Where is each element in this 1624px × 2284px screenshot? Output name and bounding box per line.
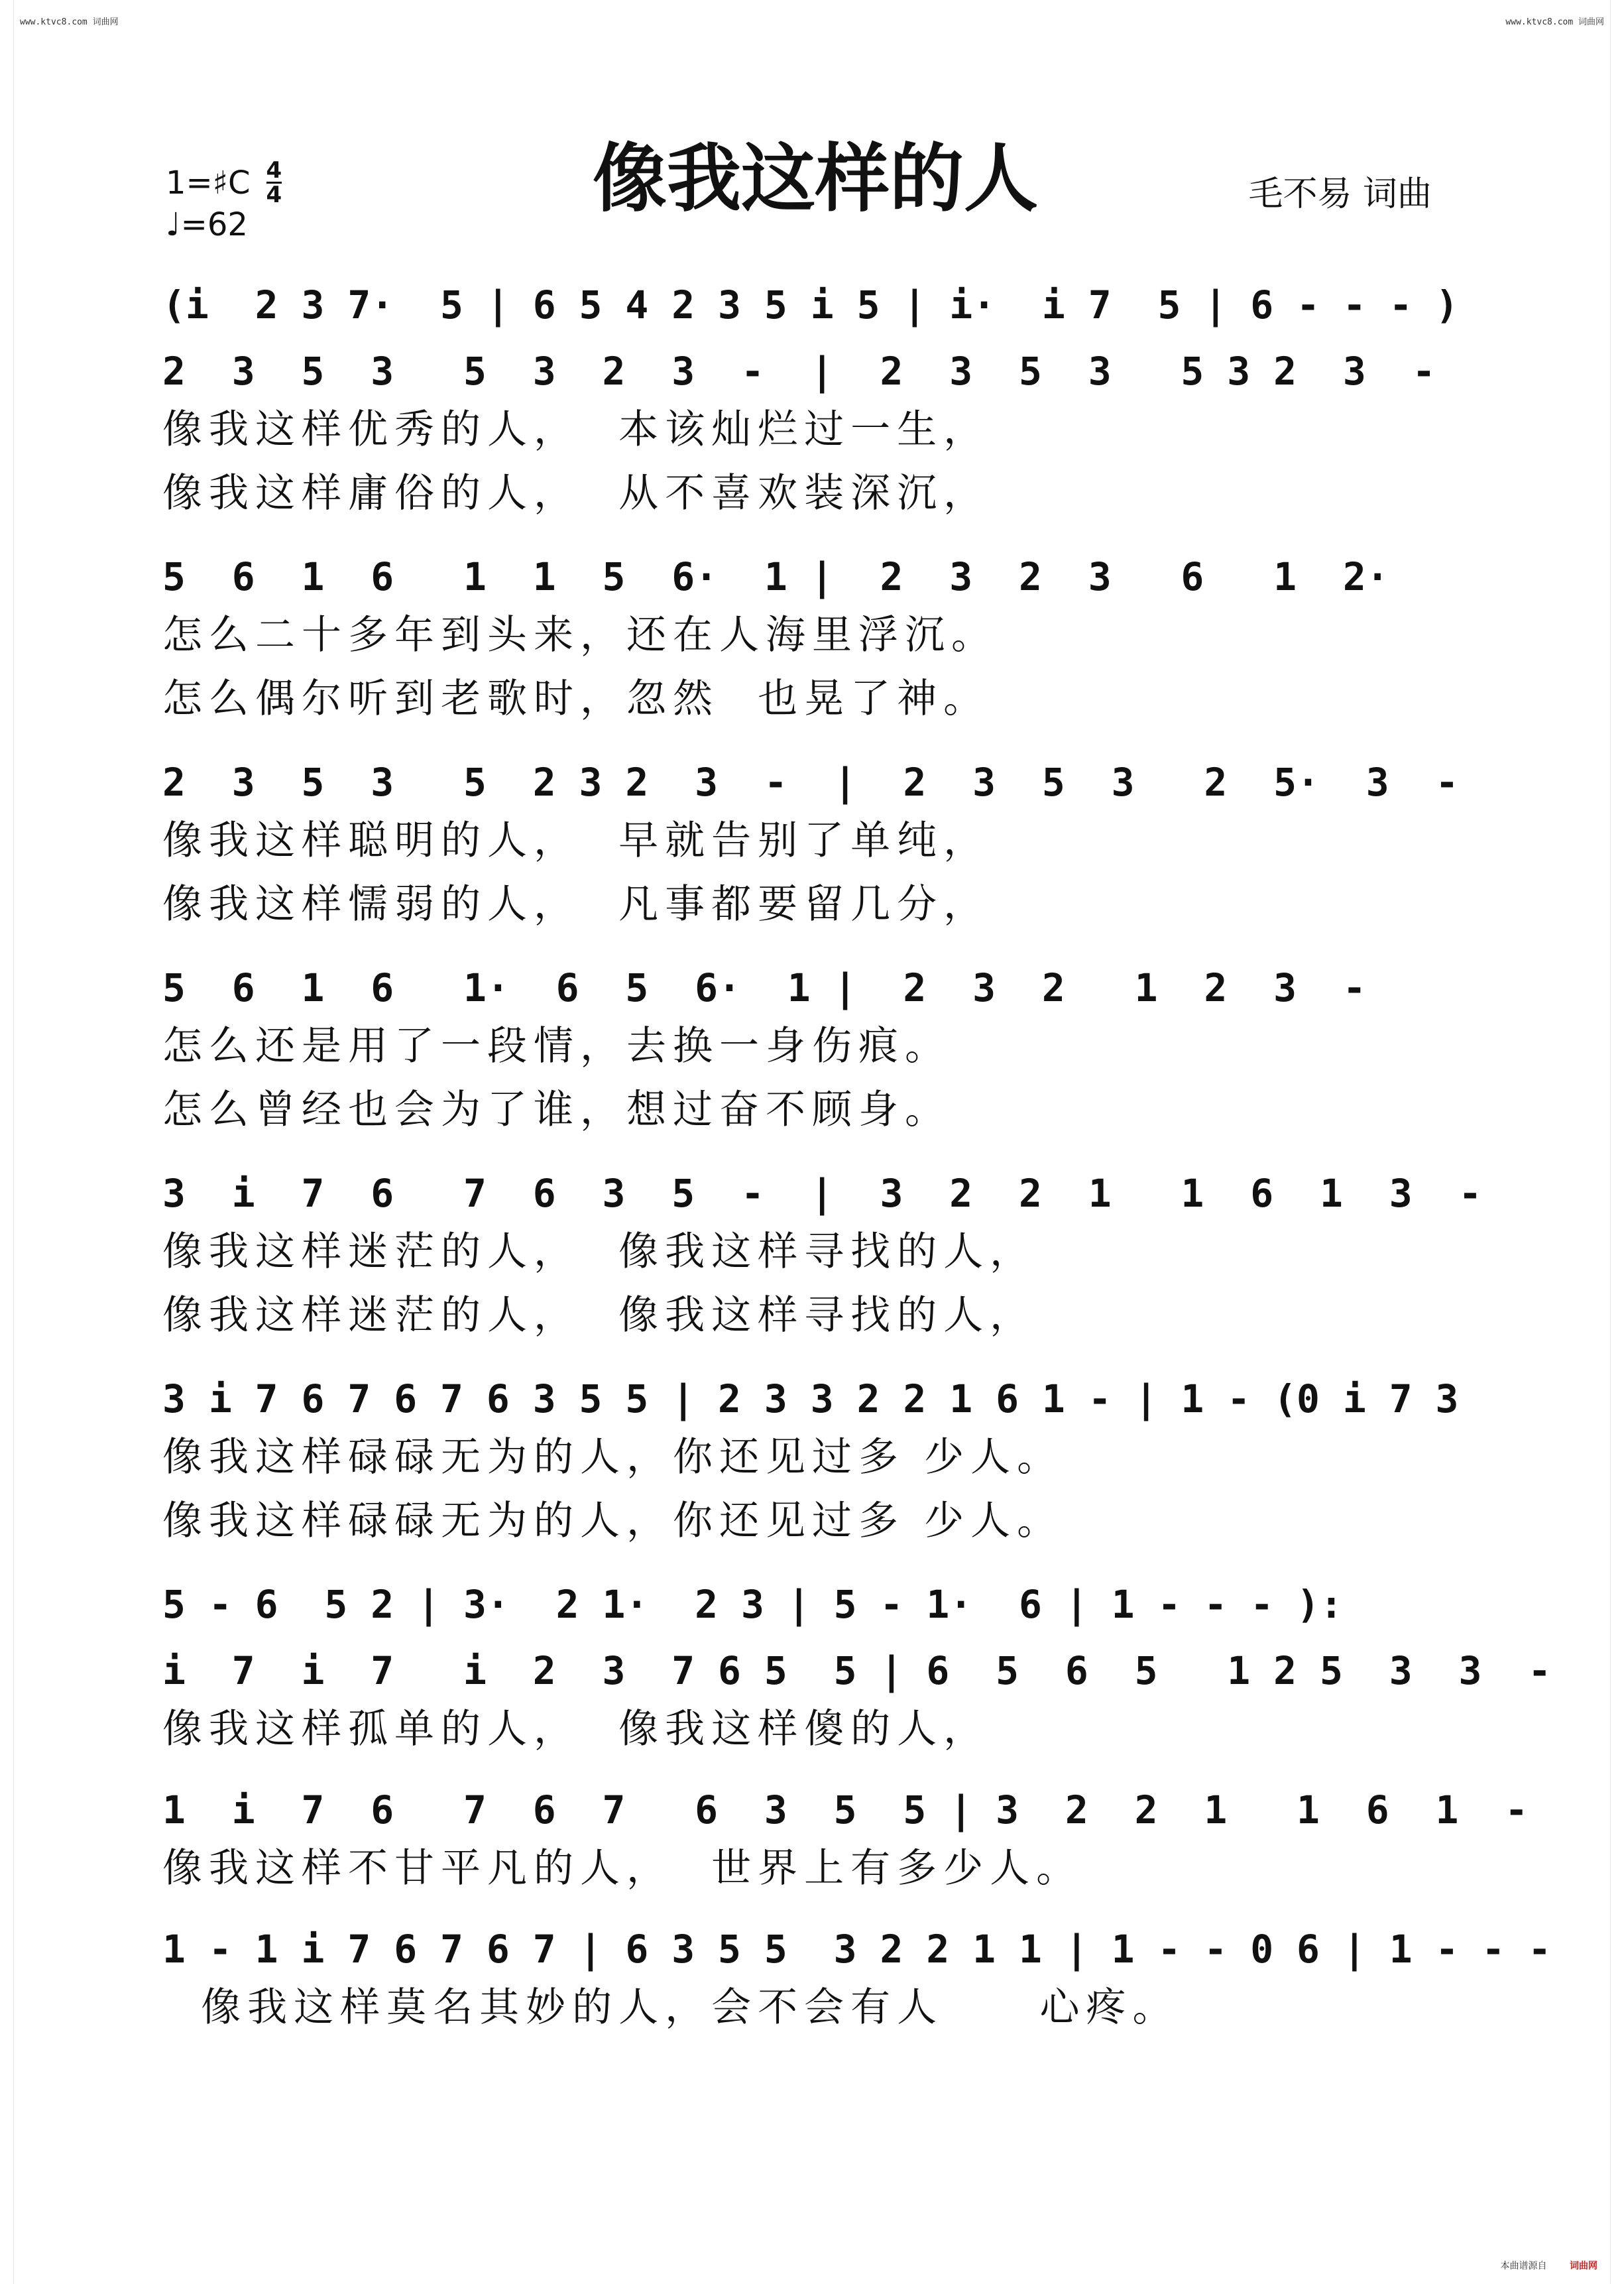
- system-4: [162, 961, 1462, 1167]
- lyric-verse-1: 怎么二十多年到头来，还在人海里浮沉。: [162, 612, 998, 658]
- watermark-left: www.ktvc8.com 词曲网: [20, 17, 119, 27]
- lyric-verse-1: 怎么还是用了一段情，去换一身伤痕。: [162, 1023, 951, 1069]
- page-footer: [1501, 2259, 1597, 2272]
- left-margin-strip: [0, 0, 14, 2284]
- time-signature: 4 4: [266, 157, 282, 208]
- lyric-verse-1: 像我这样聪明的人， 早就告别了单纯，: [162, 817, 990, 864]
- notation-line: 2 3 5 3 5 3 2 3 - | 2 3 5 3 5 3 2 3 -: [162, 349, 1436, 394]
- key-signature: 1=♯C: [166, 164, 251, 202]
- right-margin-strip: [1610, 0, 1624, 2284]
- lyric-verse-2: 像我这样庸俗的人， 从不喜欢装深沉，: [162, 470, 990, 516]
- lyric-verse-1: 像我这样迷茫的人， 像我这样寻找的人，: [162, 1229, 1037, 1275]
- notation-line: 3 i 7 6 7 6 7 6 3 5 5 | 2 3 3 2 2 1 6 1 - | 1 - (0 i 7 3: [162, 1376, 1459, 1421]
- lyric-verse-2: 像我这样迷茫的人， 像我这样寻找的人，: [162, 1292, 1037, 1339]
- watermark-right: www.ktvc8.com 词曲网: [1505, 17, 1604, 27]
- lyric-verse-1: 像我这样碌碌无为的人，你还见过多 少人。: [162, 1434, 1064, 1480]
- composer-credit: 毛不易 词曲: [1248, 174, 1432, 214]
- system-10: [162, 1923, 1552, 2062]
- system-8: [162, 1644, 1552, 1783]
- system-2: [162, 550, 1462, 756]
- lyric-verse-2: 像我这样懦弱的人， 凡事都要留几分，: [162, 881, 990, 928]
- notation-line: 3 i 7 6 7 6 3 5 - | 3 2 2 1 1 6 1 3 -: [162, 1171, 1482, 1216]
- notation-line: 1 i 7 6 7 6 7 6 3 5 5 | 3 2 2 1 1 6 1 -: [162, 1787, 1529, 1833]
- score-body: [162, 278, 1552, 2062]
- lyric-verse-2: 怎么曾经也会为了谁，想过奋不顾身。: [162, 1087, 951, 1133]
- notation-line: 5 6 1 6 1 1 5 6· 1 | 2 3 2 3 6 1 2·: [162, 554, 1389, 599]
- footer-source: 本曲谱源自: [1500, 2261, 1547, 2271]
- notation-line: i 7 i 7 i 2 3 7 6 5 5 | 6 5 6 5 1 2 5 3 3 -: [162, 1648, 1552, 1693]
- notation-line: 5 6 1 6 1· 6 5 6· 1 | 2 3 2 1 2 3 -: [162, 965, 1366, 1010]
- song-title: 像我这样的人: [593, 135, 1038, 222]
- system-interlude: [162, 1578, 1462, 1644]
- lyric-verse-2: 怎么偶尔听到老歌时，忽然 也晃了神。: [162, 676, 990, 722]
- system-intro: [162, 278, 1462, 345]
- system-3: [162, 756, 1462, 961]
- lyric-verse-1: 像我这样优秀的人， 本该灿烂过一生，: [162, 406, 990, 453]
- notation-line: 2 3 5 3 5 2 3 2 3 - | 2 3 5 3 2 5· 3 -: [162, 760, 1459, 805]
- lyric-line: 像我这样莫名其妙的人，会不会有人 心疼。: [162, 1984, 1179, 2031]
- notation-line: (i 2 3 7· 5 | 6 5 4 2 3 5 i 5 | i· i 7 5 | 6 - - - ): [162, 282, 1459, 328]
- system-6: [162, 1372, 1462, 1578]
- lyric-verse-2: 像我这样碌碌无为的人，你还见过多 少人。: [162, 1498, 1064, 1544]
- notation-line: 5 - 6 5 2 | 3· 2 1· 2 3 | 5 - 1· 6 | 1 - - - ):: [162, 1582, 1343, 1627]
- lyric-line: 像我这样不甘平凡的人， 世界上有多少人。: [162, 1845, 1083, 1892]
- footer-brand: 词曲网: [1570, 2261, 1597, 2271]
- system-1: [162, 345, 1462, 550]
- notation-line: 1 - 1 i 7 6 7 6 7 | 6 3 5 5 3 2 2 1 1 | 1 - - 0 6 | 1 - - -: [162, 1927, 1552, 1972]
- lyric-line: 像我这样孤单的人， 像我这样傻的人，: [162, 1706, 990, 1752]
- system-5: [162, 1167, 1482, 1372]
- system-9: [162, 1783, 1529, 1923]
- tempo-marking: ♩=62: [166, 206, 248, 243]
- score-header: [166, 119, 1465, 245]
